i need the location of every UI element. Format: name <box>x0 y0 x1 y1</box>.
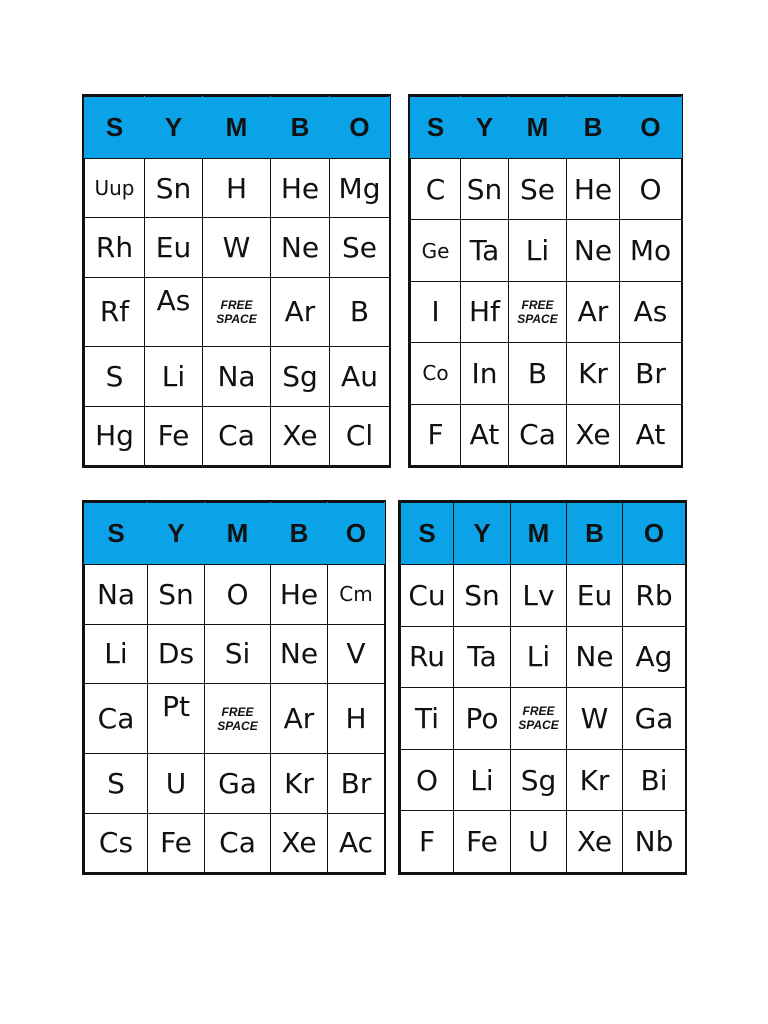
grid-cell: Fe <box>148 813 205 873</box>
header-letter: O <box>330 97 390 159</box>
header-letter: M <box>511 503 567 565</box>
grid-cell: Ru <box>401 626 454 688</box>
grid-cell: Na <box>203 347 271 406</box>
bingo-grid <box>400 502 686 873</box>
grid-cell: Lv <box>511 565 567 627</box>
grid-cell: B <box>330 277 390 347</box>
free-space-line: SPACE <box>518 718 559 733</box>
grid-cell: Li <box>454 749 511 811</box>
grid-cell: Uup <box>85 159 145 218</box>
grid-cell: Ta <box>461 220 509 281</box>
free-space-line: FREE <box>522 704 555 719</box>
grid-cell: Po <box>454 688 511 750</box>
header-letter: Y <box>145 97 203 159</box>
grid-row <box>85 624 385 684</box>
grid-cell: S <box>85 754 148 814</box>
grid-cell: Xe <box>567 811 623 873</box>
grid-row <box>85 218 390 277</box>
grid-row <box>85 347 390 406</box>
header-letter: O <box>620 97 682 159</box>
grid-cell: Mo <box>620 220 682 281</box>
header-row <box>85 97 390 159</box>
grid-cell: Br <box>328 754 385 814</box>
grid-cell: He <box>271 565 328 625</box>
grid-cell: Rf <box>85 277 145 347</box>
grid-cell: Cu <box>401 565 454 627</box>
bingo-card-4 <box>398 500 687 875</box>
grid-cell: Se <box>509 159 567 220</box>
grid-cell: Hf <box>461 281 509 342</box>
grid-row <box>85 754 385 814</box>
grid-row <box>85 813 385 873</box>
grid-cell: Se <box>330 218 390 277</box>
grid-cell: U <box>511 811 567 873</box>
grid-cell: Bi <box>623 749 686 811</box>
grid-cell: W <box>567 688 623 750</box>
grid-cell: U <box>148 754 205 814</box>
grid-cell: Fe <box>454 811 511 873</box>
free-space-line: SPACE <box>217 718 258 733</box>
grid-cell: Cs <box>85 813 148 873</box>
grid-cell: Ca <box>85 684 148 754</box>
grid-cell: Ca <box>205 813 271 873</box>
grid-cell: Eu <box>567 565 623 627</box>
grid-cell: Ar <box>271 684 328 754</box>
grid-row <box>85 684 385 754</box>
grid-cell: Ne <box>271 218 330 277</box>
grid-cell: Ge <box>411 220 461 281</box>
free-space-line: FREE <box>220 297 253 312</box>
grid-cell: At <box>461 404 509 465</box>
grid-cell: Li <box>509 220 567 281</box>
bingo-grid <box>84 96 390 466</box>
grid-row <box>401 688 686 750</box>
grid-cell: He <box>567 159 620 220</box>
bingo-card-2 <box>408 94 683 468</box>
grid-row <box>411 220 682 281</box>
grid-cell: S <box>85 347 145 406</box>
grid-cell: Na <box>85 565 148 625</box>
header-row <box>401 503 686 565</box>
grid-cell: Nb <box>623 811 686 873</box>
grid-cell: Ga <box>623 688 686 750</box>
grid-cell: W <box>203 218 271 277</box>
grid-row <box>411 281 682 342</box>
header-letter: S <box>85 97 145 159</box>
free-space-cell <box>203 277 271 347</box>
grid-cell: Ar <box>567 281 620 342</box>
grid-cell: Li <box>85 624 148 684</box>
grid-cell: Hg <box>85 406 145 465</box>
grid-cell: Sn <box>461 159 509 220</box>
header-letter: B <box>271 503 328 565</box>
bingo-grid <box>84 502 385 873</box>
grid-cell: Ag <box>623 626 686 688</box>
grid-cell: Rh <box>85 218 145 277</box>
grid-cell: Li <box>145 347 203 406</box>
bingo-card-3 <box>82 500 386 875</box>
grid-cell: H <box>203 159 271 218</box>
header-letter: M <box>203 97 271 159</box>
grid-cell: Ac <box>328 813 385 873</box>
grid-cell: B <box>509 343 567 404</box>
grid-cell: Br <box>620 343 682 404</box>
grid-row <box>411 343 682 404</box>
grid-row <box>411 404 682 465</box>
grid-cell: F <box>411 404 461 465</box>
grid-cell: He <box>271 159 330 218</box>
grid-cell: Li <box>511 626 567 688</box>
grid-cell: C <box>411 159 461 220</box>
grid-cell: Sn <box>145 159 203 218</box>
grid-cell: O <box>205 565 271 625</box>
grid-cell: Xe <box>271 813 328 873</box>
grid-row <box>85 565 385 625</box>
grid-cell: Ar <box>271 277 330 347</box>
grid-cell: Xe <box>567 404 620 465</box>
grid-cell: Ds <box>148 624 205 684</box>
bingo-card-1 <box>82 94 391 468</box>
free-space-line: SPACE <box>517 311 558 326</box>
grid-cell: Kr <box>567 343 620 404</box>
grid-cell: Sn <box>454 565 511 627</box>
grid-cell: Ne <box>271 624 328 684</box>
grid-row <box>85 159 390 218</box>
header-row <box>85 503 385 565</box>
grid-cell: Kr <box>567 749 623 811</box>
grid-row <box>401 626 686 688</box>
header-letter: S <box>401 503 454 565</box>
grid-cell: At <box>620 404 682 465</box>
grid-cell: Eu <box>145 218 203 277</box>
grid-cell: Sg <box>511 749 567 811</box>
grid-cell: Ca <box>203 406 271 465</box>
grid-cell: Ta <box>454 626 511 688</box>
grid-cell: Pt <box>148 684 205 754</box>
grid-cell: O <box>620 159 682 220</box>
grid-cell: V <box>328 624 385 684</box>
header-letter: O <box>328 503 385 565</box>
grid-cell: Sg <box>271 347 330 406</box>
grid-cell: Mg <box>330 159 390 218</box>
free-space-cell <box>509 281 567 342</box>
grid-cell: Kr <box>271 754 328 814</box>
free-space-line: FREE <box>521 297 554 312</box>
grid-cell: As <box>620 281 682 342</box>
grid-cell: F <box>401 811 454 873</box>
grid-cell: Sn <box>148 565 205 625</box>
header-row <box>411 97 682 159</box>
header-letter: Y <box>148 503 205 565</box>
grid-cell: Ne <box>567 220 620 281</box>
free-space-cell <box>205 684 271 754</box>
grid-cell: Ca <box>509 404 567 465</box>
grid-cell: Xe <box>271 406 330 465</box>
grid-cell: Fe <box>145 406 203 465</box>
grid-cell: Ti <box>401 688 454 750</box>
grid-cell: Cl <box>330 406 390 465</box>
grid-cell: Rb <box>623 565 686 627</box>
header-letter: Y <box>461 97 509 159</box>
header-letter: Y <box>454 503 511 565</box>
grid-cell: Si <box>205 624 271 684</box>
header-letter: M <box>509 97 567 159</box>
grid-row <box>401 811 686 873</box>
free-space-line: FREE <box>221 704 254 719</box>
grid-row <box>411 159 682 220</box>
header-letter: O <box>623 503 686 565</box>
grid-cell: I <box>411 281 461 342</box>
header-letter: M <box>205 503 271 565</box>
grid-cell: O <box>401 749 454 811</box>
grid-cell: Ga <box>205 754 271 814</box>
grid-cell: Co <box>411 343 461 404</box>
free-space-line: SPACE <box>216 311 257 326</box>
header-letter: S <box>85 503 148 565</box>
grid-cell: Ne <box>567 626 623 688</box>
bingo-grid <box>410 96 682 466</box>
grid-cell: In <box>461 343 509 404</box>
header-letter: B <box>271 97 330 159</box>
grid-cell: Cm <box>328 565 385 625</box>
header-letter: S <box>411 97 461 159</box>
grid-row <box>401 565 686 627</box>
grid-cell: H <box>328 684 385 754</box>
grid-cell: Au <box>330 347 390 406</box>
grid-row <box>401 749 686 811</box>
grid-cell: As <box>145 277 203 347</box>
grid-row <box>85 277 390 347</box>
header-letter: B <box>567 503 623 565</box>
header-letter: B <box>567 97 620 159</box>
free-space-cell <box>511 688 567 750</box>
grid-row <box>85 406 390 465</box>
